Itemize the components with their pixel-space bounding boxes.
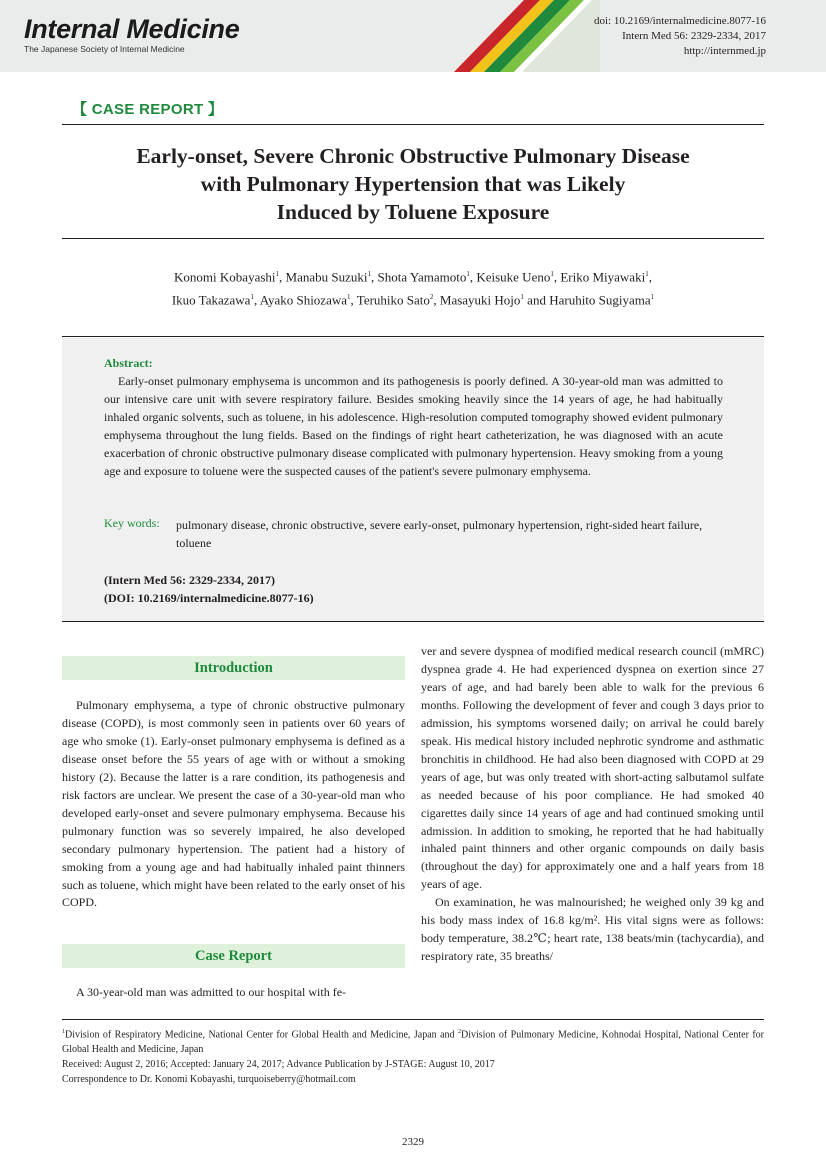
footnotes xyxy=(62,1025,764,1087)
author: Haruhito Sugiyama xyxy=(549,292,651,308)
case-report-text-right xyxy=(421,643,764,966)
header-meta xyxy=(594,14,766,59)
header-stripes xyxy=(400,0,600,72)
author-affiliation-mark: 1 xyxy=(250,293,254,302)
title-line: Induced by Toluene Exposure xyxy=(276,200,550,224)
section-heading-introduction: Introduction xyxy=(62,656,405,680)
header-doi: doi: 10.2169/internalmedicine.8077-16 xyxy=(594,15,766,27)
citation-line: (Intern Med 56: 2329-2334, 2017) xyxy=(104,573,275,587)
paragraph: A 30-year-old man was admitted to our hospital with fe- xyxy=(76,985,347,999)
author: Ayako Shiozawa xyxy=(259,292,348,308)
author: Manabu Suzuki xyxy=(285,269,368,285)
author: Konomi Kobayashi xyxy=(174,269,276,285)
article-type: 【 CASE REPORT 】 xyxy=(72,101,224,118)
abstract-text: Early-onset pulmonary emphysema is uncommon and its pathogenesis is poorly defined. A 30-year-old man was admitted to our intensive care unit with severe respiratory failure. Besides smoking heavily since the 14 years of age, he had habitually inhaled organic solvents, such as toluene, in his adolescence. High-resolution computed tomography showed evident pulmonary emphysema throughout the lung fields. Based on the findings of right heart catheterization, he was diagnosed with an acute exacerbation of chronic obstructive pulmonary disease complicated with pulmonary hypertension. Heavy smoking from a young age and exposure to toluene were the suspected causes of the patient's severe pulmonary emphysema. xyxy=(104,374,723,478)
header-url[interactable]: http://internmed.jp xyxy=(683,45,766,57)
author: Teruhiko Sato xyxy=(356,292,430,308)
author-affiliation-mark: 1 xyxy=(650,293,655,302)
paragraph: ver and severe dyspnea of modified medical research council (mMRC) dyspnea grade 4. He had experienced dyspnea on exertion since 27 years of age, and had barely been able to walk for the previous 6 months. Following the development of fever and cough 3 days prior to admission, his symptoms worsened daily; on arrival he could barely speak. His medical history included nephrotic syndrome and asthmatic bronchitis in childhood. He had also been diagnosed with COPD at 29 years of age, but was only treated with short-acting salbutamol sulfate as needed because of his poor compliance. He had smoked 40 cigarettes daily since 14 years of age and had continued smoking until admission. In addition to smoking, he reported that he had habitually inhaled paint thinners and other organic compounds on daily basis (throughout the day) for approximately one and a half years from 18 years of age. xyxy=(421,644,764,892)
author-affiliation-mark: 1 xyxy=(550,270,554,278)
header-citation: Intern Med 56: 2329-2334, 2017 xyxy=(622,30,766,42)
rule-footnotes xyxy=(62,1019,764,1020)
rule-top xyxy=(62,124,764,125)
affiliation-2: Division of Pulmonary Medicine, Kohnodai Hospital, National Center for Global Health and Medicine, Japan xyxy=(62,1029,764,1056)
journal-society: The Japanese Society of Internal Medicine xyxy=(24,44,185,54)
doi-line: (DOI: 10.2169/internalmedicine.8077-16) xyxy=(104,591,314,605)
author-affiliation-mark: 2 xyxy=(429,293,434,302)
dates: Received: August 2, 2016; Accepted: January 24, 2017; Advance Publication by J-STAGE: August 10, 2017 xyxy=(62,1059,495,1071)
correspondence: Correspondence to Dr. Konomi Kobayashi, turquoiseberry@hotmail.com xyxy=(62,1074,356,1086)
introduction-text xyxy=(62,697,405,912)
author: Eriko Miyawaki xyxy=(560,269,646,285)
journal-name: Internal Medicine xyxy=(24,14,240,44)
rule-title xyxy=(62,238,764,239)
author-affiliation-mark: 1 xyxy=(275,270,280,278)
rule-abstract-bottom xyxy=(62,621,764,622)
keywords-label: Key words: xyxy=(104,516,160,530)
rule-abstract-top xyxy=(62,336,764,337)
affiliations: $^1$Division of Respiratory Medicine, National Center for Global Health and Medicine, Japan and $^2$Division of Pulmonary Medicine, Kohnodai Hospital, National Center for Global Health and Medicine, Japan xyxy=(62,1029,764,1056)
paragraph: On examination, he was malnourished; he weighed only 39 kg and his body mass index of 16.8 kg/m². His vital signs were as follows: body temperature, 38.2℃; heart rate, 138 beats/min (tachycardia), and respiratory rate, 35 breaths/ xyxy=(421,895,764,964)
author: Shota Yamamoto xyxy=(377,269,467,285)
author: Ikuo Takazawa xyxy=(171,292,251,308)
author-affiliation-mark: 1 xyxy=(367,270,371,278)
page-number: 2329 xyxy=(402,1136,424,1148)
section-heading-case-report: Case Report xyxy=(62,944,405,968)
author: Masayuki Hojo xyxy=(439,292,521,308)
journal-header xyxy=(0,0,826,72)
author-list: Konomi Kobayashi$^1$, Manabu Suzuki$^1$, Shota Yamamoto$^1$, Keisuke Ueno$^1$, Eriko Miyawaki$^1$, Ikuo Takazawa$^1$, Ayako Shiozawa$^1$, Teruhiko Sato$^2$, Masayuki Hojo$^1$ and Haruhito Sugiyama$^1$ xyxy=(171,269,655,308)
author-affiliation-mark: 1 xyxy=(466,270,470,278)
author-affiliation-mark: 1 xyxy=(347,293,351,302)
title-line: Early-onset, Severe Chronic Obstructive Pulmonary Disease xyxy=(136,144,690,168)
title-line: with Pulmonary Hypertension that was Likely xyxy=(200,172,626,196)
affiliation-1: Division of Respiratory Medicine, National Center for Global Health and Medicine, Japan and xyxy=(65,1029,455,1041)
abstract-citation xyxy=(104,571,314,607)
author-affiliation-mark: 1 xyxy=(645,270,649,278)
abstract-heading: Abstract: xyxy=(104,356,153,370)
case-report-text-left xyxy=(62,984,405,1002)
author: Keisuke Ueno xyxy=(476,269,551,285)
article-title xyxy=(62,142,764,226)
keywords-text: pulmonary disease, chronic obstructive, severe early-onset, pulmonary hypertension, right-sided heart failure, toluene xyxy=(176,518,703,550)
paragraph: Pulmonary emphysema, a type of chronic obstructive pulmonary disease (COPD), is most commonly seen in patients over 60 years of age who smoke (1). Early-onset pulmonary emphysema is defined as a disease onset before the 55 years of age with or without a smoking history (2). Because the latter is a rare condition, its pathogenesis and risk factors are unclear. We present the case of a 30-year-old man who developed early-onset and severe pulmonary emphysema. Because his pulmonary function was so severely impaired, he also developed secondary pulmonary hypertension. The patient had a history of smoking from a young age and had habitually inhaled paint thinners such as toluene, which might have been related to the early onset of his COPD. xyxy=(62,698,405,910)
author-affiliation-mark: 1 xyxy=(520,293,524,302)
